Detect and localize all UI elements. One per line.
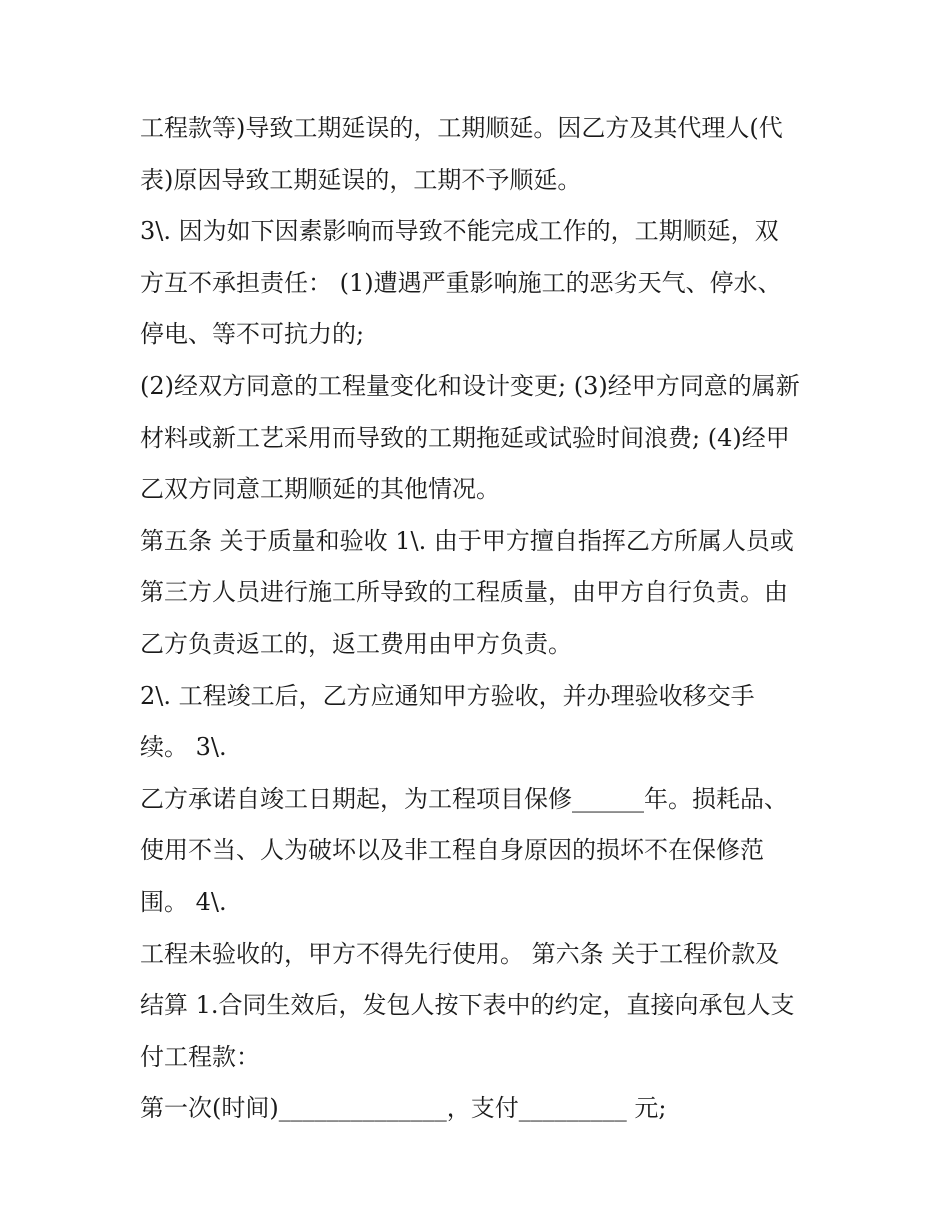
- text-line: 结算 1.合同生效后，发包人按下表中的约定，直接向承包人支: [140, 991, 795, 1020]
- text-line: 材料或新工艺采用而导致的工期拖延或试验时间浪费; (4)经甲: [140, 423, 790, 452]
- text-line: (2)经双方同意的工程量变化和设计变更; (3)经甲方同意的属新: [140, 371, 800, 400]
- text-line: 第三方人员进行施工所导致的工程质量，由甲方自行负责。由: [140, 578, 788, 607]
- contract-text: [140, 103, 830, 1135]
- text-line: 第一次(时间)______________，支付_________ 元;: [140, 1094, 667, 1123]
- text-line: 工程未验收的，甲方不得先行使用。 第六条 关于工程价款及: [140, 939, 780, 968]
- text-line: 方互不承担责任： (1)遭遇严重影响施工的恶劣天气、停水、: [140, 268, 782, 297]
- text-line: 乙双方同意工期顺延的其他情况。: [140, 475, 500, 504]
- text-line: 续。 3\.: [140, 733, 227, 762]
- text-line: 2\. 工程竣工后，乙方应通知甲方验收，并办理验收移交手: [140, 681, 755, 710]
- text-line: 乙方负责返工的，返工费用由甲方负责。: [140, 629, 572, 658]
- text-line: 第五条 关于质量和验收 1\. 由于甲方擅自指挥乙方所属人员或: [140, 526, 794, 555]
- text-line: 付工程款：: [140, 1042, 260, 1071]
- text-line: 工程款等)导致工期延误的，工期顺延。因乙方及其代理人(代: [140, 114, 783, 142]
- text-line: 乙方承诺自竣工日期起，为工程项目保修______年。损耗品、: [140, 784, 788, 813]
- text-line: 围。 4\.: [140, 887, 227, 916]
- text-line: 使用不当、人为破坏以及非工程自身原因的损坏不在保修范: [140, 836, 764, 865]
- text-line: 3\. 因为如下因素影响而导致不能完成工作的，工期顺延，双: [140, 217, 779, 246]
- text-line: 表)原因导致工期延误的，工期不予顺延。: [140, 165, 582, 194]
- text-line: 停电、等不可抗力的;: [140, 320, 365, 349]
